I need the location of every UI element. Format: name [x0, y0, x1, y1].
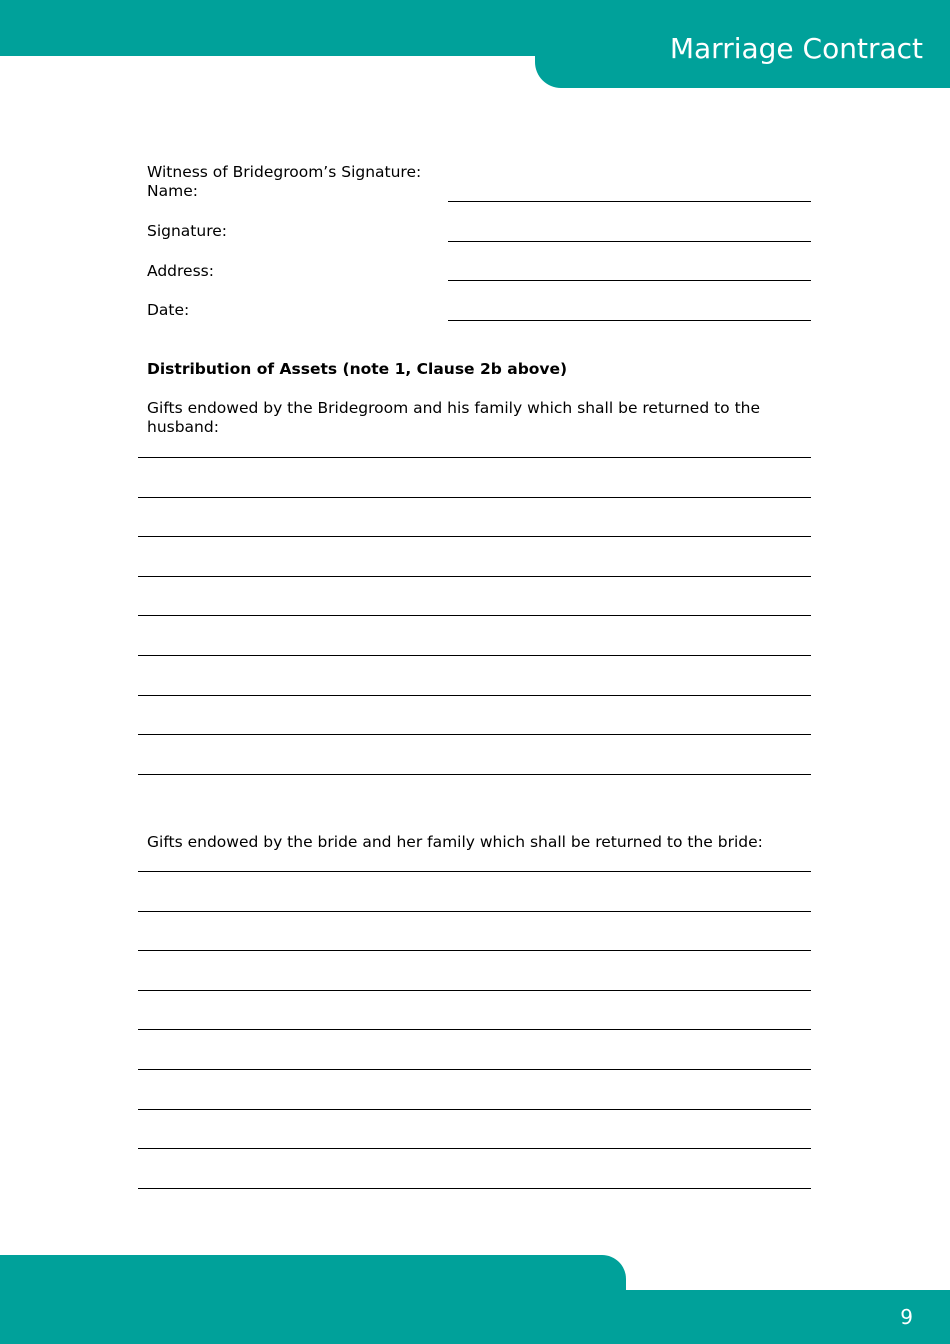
- bride-gift-line[interactable]: [138, 871, 811, 872]
- groom-gift-line[interactable]: [138, 457, 811, 458]
- bride-gift-line[interactable]: [138, 1029, 811, 1030]
- bride-gift-line[interactable]: [138, 990, 811, 991]
- witness-date-line[interactable]: [448, 320, 811, 321]
- groom-gift-line[interactable]: [138, 774, 811, 775]
- witness-address-line[interactable]: [448, 280, 811, 281]
- groom-gift-line[interactable]: [138, 615, 811, 616]
- bride-gift-line[interactable]: [138, 1188, 811, 1189]
- bride-gift-line[interactable]: [138, 1148, 811, 1149]
- document-title: Marriage Contract: [669, 32, 923, 65]
- groom-gift-line[interactable]: [138, 734, 811, 735]
- witness-date-label: Date:: [147, 301, 190, 319]
- witness-address-label: Address:: [147, 262, 214, 280]
- witness-signature-line[interactable]: [448, 241, 811, 242]
- witness-heading: Witness of Bridegroom’s Signature:: [147, 163, 422, 181]
- footer-band: [0, 1290, 950, 1344]
- bride-gift-line[interactable]: [138, 1069, 811, 1070]
- distribution-heading: Distribution of Assets (note 1, Clause 2b above): [147, 360, 568, 378]
- witness-name-line[interactable]: [448, 201, 811, 202]
- groom-gift-line[interactable]: [138, 497, 811, 498]
- bride-gift-line[interactable]: [138, 1109, 811, 1110]
- groom-gift-line[interactable]: [138, 655, 811, 656]
- header-tab: [535, 0, 950, 88]
- groom-gifts-text: Gifts endowed by the Bridegroom and his family which shall be returned to the husband:: [147, 399, 761, 436]
- page-number: 9: [900, 1305, 913, 1329]
- bride-gift-line[interactable]: [138, 950, 811, 951]
- groom-gift-line[interactable]: [138, 536, 811, 537]
- bride-gifts-text: Gifts endowed by the bride and her family which shall be returned to the bride:: [147, 833, 763, 851]
- groom-gift-line[interactable]: [138, 576, 811, 577]
- bride-gift-line[interactable]: [138, 911, 811, 912]
- witness-signature-label: Signature:: [147, 222, 227, 240]
- groom-gift-line[interactable]: [138, 695, 811, 696]
- witness-name-label: Name:: [147, 182, 198, 200]
